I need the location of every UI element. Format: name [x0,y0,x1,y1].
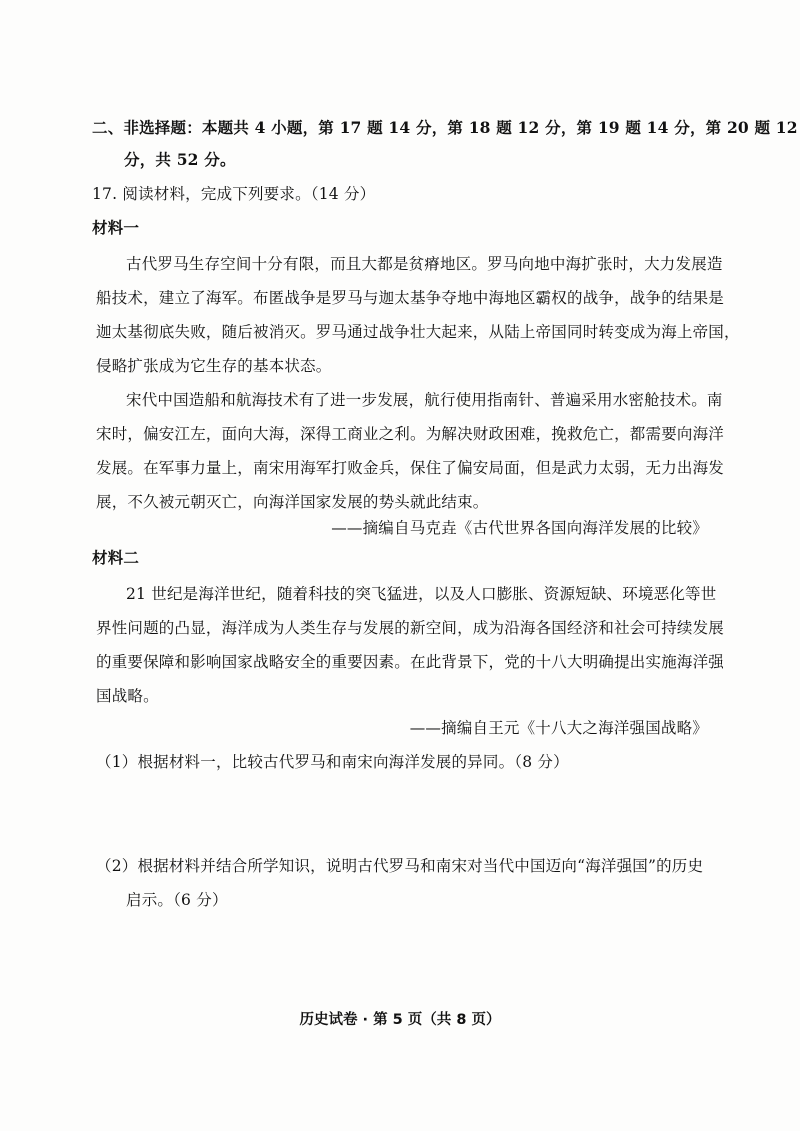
section-heading-line-2: 分，共 52 分。 [124,150,236,169]
material-1-para-2-line-1: 宋代中国造船和航海技术有了进一步发展，航行使用指南针、普遍采用水密舱技术。南 [126,391,723,409]
material-2-source: ——摘编自王元《十八大之海洋强国战略》 [409,719,708,737]
material-2-para-line-2: 界性问题的凸显，海洋成为人类生存与发展的新空间，成为沿海各国经济和社会可持续发展 [96,619,725,637]
material-1-para-1-line-1: 古代罗马生存空间十分有限，而且大都是贫瘠地区。罗马向地中海扩张时，大力发展造 [126,255,723,273]
material-2-para-line-1: 21 世纪是海洋世纪，随着科技的突飞猛进，以及人口膨胀、资源短缺、环境恶化等世 [126,585,717,603]
page-footer: 历史试卷 · 第 5 页（共 8 页） [299,1012,501,1028]
material-1-para-2-line-3: 发展。在军事力量上，南宋用海军打败金兵，保住了偏安局面，但是武力太弱，无力出海发 [96,459,725,477]
question-17-stem: 17. 阅读材料，完成下列要求。（14 分） [92,185,376,203]
material-2-para-line-3: 的重要保障和影响国家战略安全的重要因素。在此背景下，党的十八大明确提出实施海洋强 [96,653,725,671]
material-1-source: ——摘编自马克垚《古代世界各国向海洋发展的比较》 [331,519,708,537]
section-heading-line-1: 二、非选择题：本题共 4 小题，第 17 题 14 分，第 18 题 12 分，第 19 题 14 分，第 20 题 12 [92,118,798,137]
material-1-para-2-line-4: 展，不久被元朝灭亡，向海洋国家发展的势头就此结束。 [96,493,489,511]
material-1-label: 材料一 [92,218,140,237]
question-17-part-2-line-1: （2）根据材料并结合所学知识，说明古代罗马和南宋对当代中国迈向“海洋强国”的历史 [96,857,704,875]
question-17-part-2-line-2: 启示。（6 分） [126,891,228,909]
material-1-para-1-line-4: 侵略扩张成为它生存的基本状态。 [96,357,332,375]
question-17-part-1: （1）根据材料一，比较古代罗马和南宋向海洋发展的异同。（8 分） [96,753,569,771]
material-2-para-line-4: 国战略。 [96,687,159,705]
material-2-label: 材料二 [92,548,140,567]
material-1-para-1-line-2: 船技术，建立了海军。布匿战争是罗马与迦太基争夺地中海地区霸权的战争，战争的结果是 [96,289,725,307]
material-1-para-2-line-2: 宋时，偏安江左，面向大海，深得工商业之利。为解决财政困难，挽救危亡，都需要向海洋 [96,425,725,443]
material-1-para-1-line-3: 迦太基彻底失败，随后被消灭。罗马通过战争壮大起来，从陆上帝国同时转变成为海上帝国， [96,323,740,341]
